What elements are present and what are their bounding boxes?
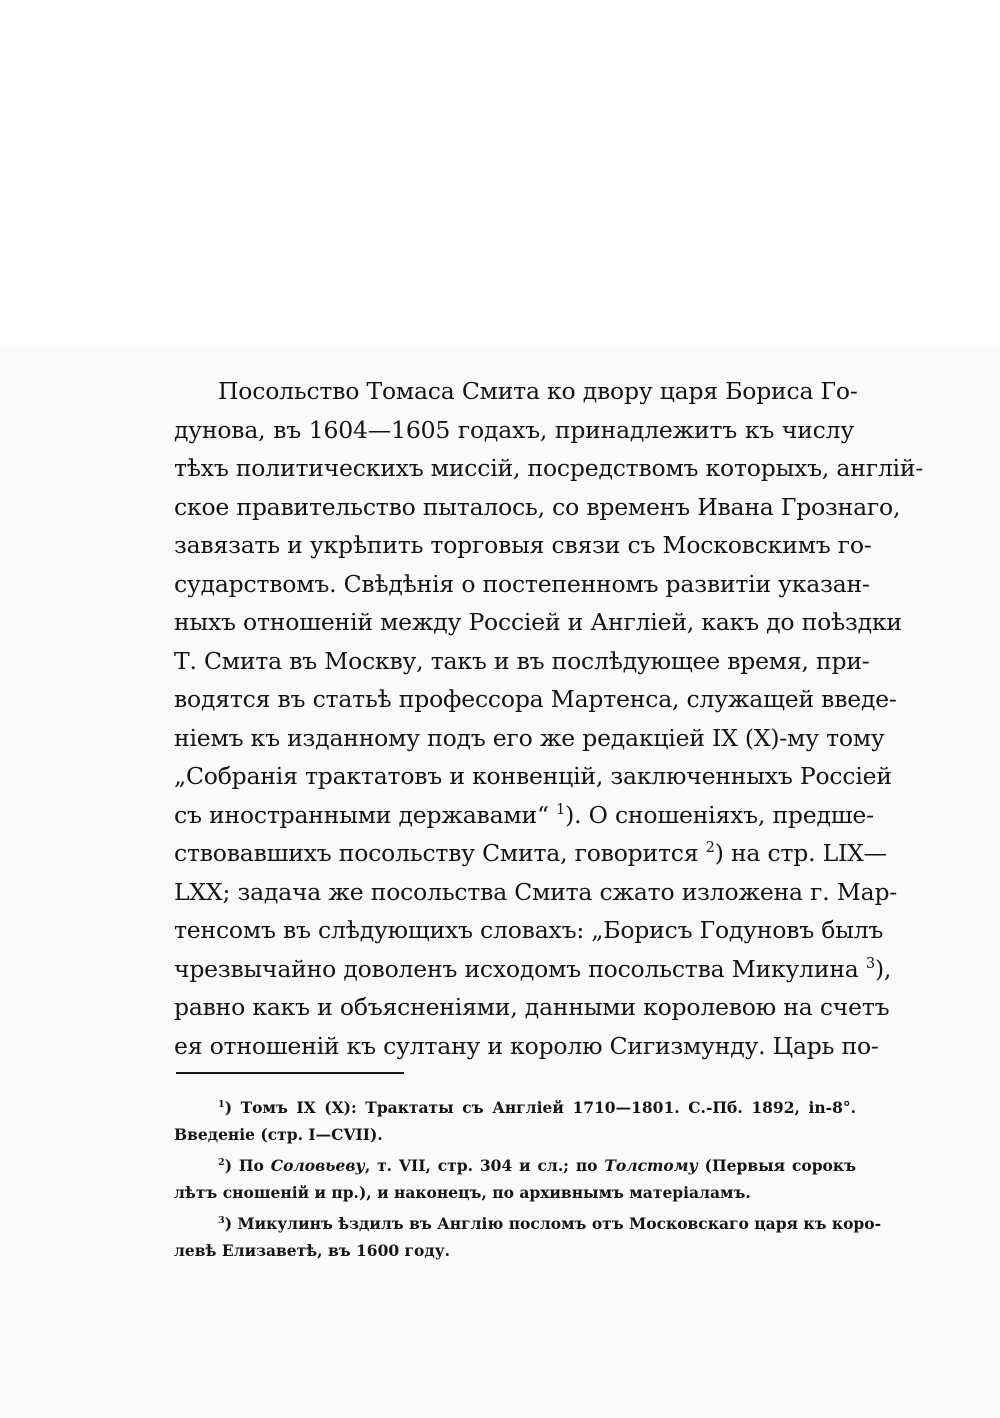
footnote-mark: 3 [218,1214,225,1226]
footnote-author: Толстому [604,1156,698,1175]
text-fragment: съ иностранными державами“ [174,800,549,829]
text-line: Т. Смита въ Москву, такъ и въ послѣдующее время, при- [174,646,870,675]
footnote-mark: 2 [218,1156,225,1168]
text-line: Посольство Томаса Смита ко двору царя Бориса Го- [218,377,858,405]
footnote-line [174,1094,856,1121]
text-fragment: ). О сношеніяхъ, предше- [565,800,874,829]
text-line: водятся въ статьѣ профессора Мартенса, служащей введе- [174,685,897,713]
footnote-line: Введеніе (стр. I—CVII). [174,1125,383,1144]
footnote-text: , т. VII, стр. 304 и сл.; по [364,1156,605,1175]
footnote-text: ) По [224,1156,271,1175]
footnote-line [174,1210,882,1237]
footnote-text: ) Микулинъ ѣздилъ въ Англію посломъ отъ Московскаго царя къ коро- [224,1214,882,1233]
footnote-text: (Первыя сорокъ [697,1156,856,1175]
text-line: ское правительство пыталось, со временъ Ивана Грознаго, [174,492,901,521]
text-line [174,834,887,873]
footnote-line [174,1152,856,1179]
text-line: LXX; задача же посольства Смита сжато изложена г. Мар- [174,877,898,906]
footnote-ref: 2 [705,839,715,857]
text-line [174,950,892,989]
footnote-separator [176,1072,404,1074]
text-line: тѣхъ политическихъ миссій, посредствомъ которыхъ, англій- [174,454,924,482]
main-text [174,372,924,1065]
text-fragment: ) на стр. LIX— [714,839,887,867]
footnote-line: левѣ Елизаветѣ, въ 1600 году. [174,1241,451,1260]
footnote-author: Соловьеву [270,1156,365,1175]
text-line: ея отношеній къ султану и королю Сигизмунду. Царь по- [174,1031,879,1060]
text-line: ныхъ отношеній между Россіей и Англіей, какъ до поѣздки [174,608,902,636]
text-line: равно какъ и объясненіями, данными королевою на счетъ [174,993,890,1021]
text-line [174,796,874,835]
footnote-line: лѣтъ сношеній и пр.), и наконецъ, по архивнымъ матеріаламъ. [174,1183,751,1202]
text-fragment: чрезвычайно доволенъ исходомъ посольства Микулина [174,954,859,983]
text-line: дунова, въ 1604—1605 годахъ, принадлежитъ къ числу [174,415,854,444]
text-fragment: ), [874,954,892,983]
footnote-ref: 3 [865,954,875,972]
text-line: тенсомъ въ слѣдующихъ словахъ: „Борисъ Годуновъ былъ [174,916,884,944]
text-line: „Собранія трактатовъ и конвенцій, заключенныхъ Россіей [174,762,892,790]
blank-page-area [0,0,1000,345]
text-line: завязать и укрѣпить торговыя связи съ Московскимъ го- [174,531,872,559]
footnote-ref: 1 [556,800,566,818]
text-line: сударствомъ. Свѣдѣнія о постепенномъ развитіи указан- [174,569,870,598]
footnotes [174,1094,882,1264]
footnote-text: ) Томъ IX (X): Трактаты съ Англіей 1710—1801. С.-Пб. 1892, in-8°. [224,1098,856,1117]
text-line: ніемъ къ изданному подъ его же редакціей IX (X)-му тому [174,723,885,752]
text-fragment: ствовавшихъ посольству Смита, говорится [174,839,699,867]
footnote-mark: 1 [218,1098,225,1110]
